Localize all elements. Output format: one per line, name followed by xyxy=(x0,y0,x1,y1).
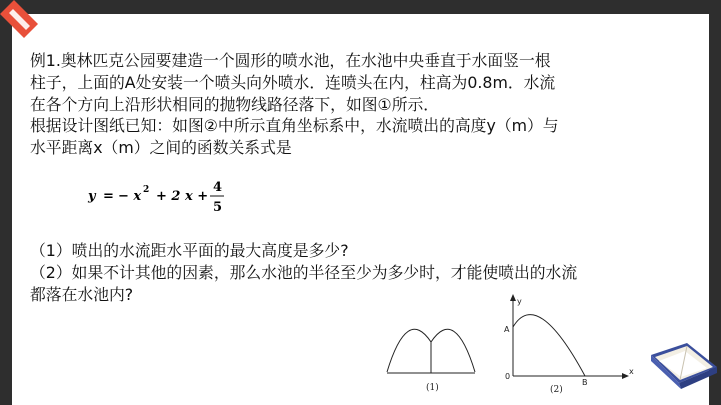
x-axis-label: x xyxy=(629,367,634,376)
y-axis-label: y xyxy=(517,297,522,306)
problem-text xyxy=(30,50,700,159)
figure-1 xyxy=(383,318,493,398)
figure-1-caption: (1) xyxy=(426,383,439,393)
formula-lhs: y xyxy=(88,189,96,204)
formula-denominator: 5 xyxy=(213,200,223,215)
problem-line: 例1.奥林匹克公园要建造一个圆形的喷水池，在水池中央垂直于水面竖一根 xyxy=(30,51,551,70)
problem-line: 在各个方向上沿形状相同的抛物线路径落下，如图①所示． xyxy=(30,94,440,114)
problem-line: 水平距离x（m）之间的函数关系式是 xyxy=(30,138,292,158)
point-a-label: A xyxy=(504,325,510,334)
question-line: （1）喷出的水流距水平面的最大高度是多少? xyxy=(30,241,349,260)
function-formula xyxy=(86,178,246,218)
tag-icon xyxy=(0,0,52,52)
figure-2-caption: (2) xyxy=(550,385,563,395)
point-b-label: B xyxy=(582,378,588,387)
water-parabola xyxy=(513,315,585,376)
figure-2 xyxy=(495,292,635,398)
formula-term-x-squared: − x xyxy=(118,189,142,204)
book-icon xyxy=(647,335,721,405)
question-line: 都落在水池内? xyxy=(30,284,134,304)
formula-term-linear: + 2 x + xyxy=(156,189,209,204)
formula-numerator: 4 xyxy=(213,180,223,195)
formula-eq: = xyxy=(103,189,114,204)
problem-line: 柱子，上面的A处安装一个喷头向外喷水．连喷头在内，柱高为0.8m．水流 xyxy=(30,72,556,92)
formula-exponent: 2 xyxy=(143,185,150,195)
problem-line: 根据设计图纸已知：如图②中所示直角坐标系中，水流喷出的高度y（m）与 xyxy=(30,116,559,136)
question-line: （2）如果不计其他的因素，那么水池的半径至少为多少时，才能使喷出的水流 xyxy=(30,262,578,282)
origin-label: 0 xyxy=(505,372,511,381)
